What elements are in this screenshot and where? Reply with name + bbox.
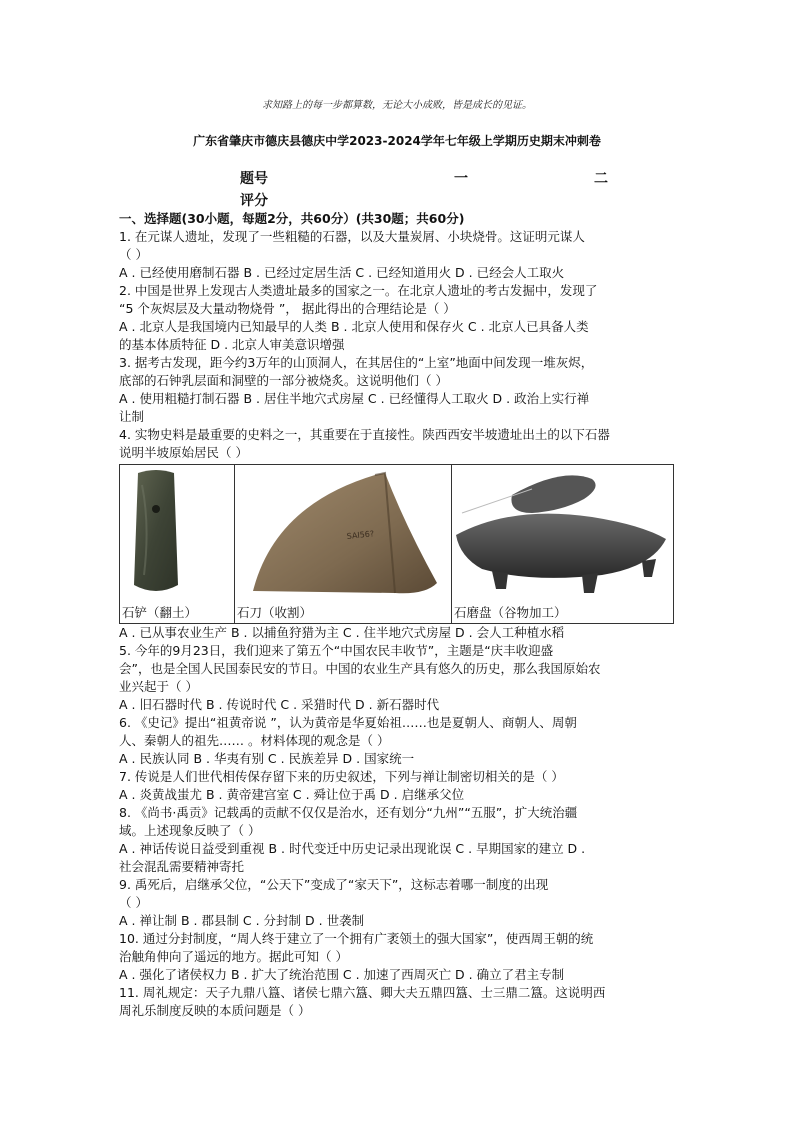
question-5-stem-cont: 会”，也是全国人民国泰民安的节日。中国的农业生产具有悠久的历史，那么我国原始农: [119, 661, 601, 676]
question-6-stem: 6. 《史记》提出“祖黄帝说 ”，认为黄帝是华夏始祖……也是夏朝人、商朝人、周朝: [119, 715, 577, 730]
question-9-stem-cont: （ ）: [119, 895, 148, 910]
blade-inscription: SAI56?: [346, 529, 375, 541]
question-11-stem: 11. 周礼规定：天子九鼎八簋、诸侯七鼎六簋、卿大夫五鼎四簋、士三鼎二簋。这说明西: [119, 985, 606, 1000]
question-2-stem: 2. 中国是世界上发现古人类遗址最多的国家之一。在北京人遗址的考古发掘中，发现了: [119, 283, 598, 298]
score-table-row-label: 评分: [240, 193, 268, 209]
question-5-stem: 5. 今年的9月23日，我们迎来了第五个“中国农民丰收节”，主题是“庆丰收迎盛: [119, 643, 554, 658]
exam-content: [119, 210, 675, 1020]
question-2-stem-cont: “5 个灰烬层及大量动物烧骨 ”， 据此得出的合理结论是（ ）: [119, 301, 456, 316]
stone-shovel-image: [120, 465, 234, 623]
question-7-options: A . 炎黄战蚩尤 B . 黄帝建宫室 C . 舜让位于禹 D . 启继承父位: [119, 787, 465, 802]
artifact-image-table: [119, 464, 674, 624]
question-8-stem-cont: 域。上述现象反映了（ ）: [119, 823, 261, 838]
question-4-stem: 4. 实物史料是最重要的史料之一，其重要在于直接性。陕西西安半坡遗址出土的以下石器: [119, 427, 610, 442]
grinding-stone-cell: [452, 465, 674, 624]
stone-shovel-cell: [120, 465, 235, 624]
question-1-stem: 1. 在元谋人遗址，发现了一些粗糙的石器，以及大量炭屑、小块烧骨。这证明元谋人: [119, 229, 585, 244]
question-10-stem-cont: 治触角伸向了遥远的地方。据此可知（ ）: [119, 949, 348, 964]
score-table-col-2: 二: [594, 171, 608, 187]
stone-knife-image: [235, 465, 451, 623]
question-4-options: A . 已从事农业生产 B . 以捕鱼狩猎为主 C . 住半地穴式房屋 D . 会人工种植水稻: [119, 625, 565, 640]
question-3-options: A . 使用粗糙打制石器 B . 居住半地穴式房屋 C . 已经懂得人工取火 D . 政治上实行禅: [119, 391, 590, 406]
question-8-options: A . 神话传说日益受到重视 B . 时代变迁中历史记录出现讹误 C . 早期国家的建立 D .: [119, 841, 586, 856]
question-8-options-cont: 社会混乱需要精神寄托: [119, 859, 245, 874]
grinding-stone-image: [452, 465, 672, 623]
grinding-stone-caption: 石磨盘（谷物加工）: [454, 605, 567, 620]
question-4-stem-cont: 说明半坡原始居民（ ）: [119, 445, 248, 460]
motto: 求知路上的每一步都算数，无论大小成败，皆是成长的见证。: [262, 100, 532, 111]
score-table-header-label: 题号: [240, 171, 268, 187]
page-title: 广东省肇庆市德庆县德庆中学2023-2024学年七年级上学期历史期末冲刺卷: [193, 134, 601, 148]
question-10-options: A . 强化了诸侯权力 B . 扩大了统治范围 C . 加速了西周灭亡 D . 确立了君主专制: [119, 967, 565, 982]
stone-knife-caption: 石刀（收割）: [237, 605, 313, 620]
question-2-options: A . 北京人是我国境内已知最早的人类 B . 北京人使用和保存火 C . 北京人已具备人类: [119, 319, 589, 334]
question-1-stem-cont: （ ）: [119, 247, 148, 262]
question-9-stem: 9. 禹死后，启继承父位，“公天下”变成了“家天下”，这标志着哪一制度的出现: [119, 877, 549, 892]
question-1-options: A . 已经使用磨制石器 B . 已经过定居生活 C . 已经知道用火 D . 已经会人工取火: [119, 265, 565, 280]
question-3-options-cont: 让制: [119, 409, 145, 424]
stone-shovel-caption: 石铲（翻土）: [122, 605, 198, 620]
question-8-stem: 8. 《尚书·禹贡》记载禹的贡献不仅仅是治水，还有划分“九州”“五服”，扩大统治疆: [119, 805, 578, 820]
section-heading: 一、选择题(30小题，每题2分，共60分）(共30题；共60分): [119, 211, 465, 226]
question-3-stem: 3. 据考古发现，距今约3万年的山顶洞人，在其居住的“上室”地面中间发现一堆灰烬，: [119, 355, 594, 370]
stone-knife-cell: [235, 465, 452, 624]
question-6-options: A . 民族认同 B . 华夷有别 C . 民族差异 D . 国家统一: [119, 751, 415, 766]
question-11-stem-cont: 周礼乐制度反映的本质问题是（ ）: [119, 1003, 311, 1018]
score-table-col-1: 一: [454, 171, 468, 187]
question-3-stem-cont: 底部的石钟乳层面和洞壁的一部分被烧炙。这说明他们（ ）: [119, 373, 448, 388]
question-5-stem-cont-2: 业兴起于（ ）: [119, 679, 198, 694]
question-7-stem: 7. 传说是人们世代相传保存留下来的历史叙述，下列与禅让制密切相关的是（ ）: [119, 769, 564, 784]
question-5-options: A . 旧石器时代 B . 传说时代 C . 采猎时代 D . 新石器时代: [119, 697, 440, 712]
question-6-stem-cont: 人、秦朝人的祖先…… 。材料体现的观念是（ ）: [119, 733, 390, 748]
question-2-options-cont: 的基本体质特征 D . 北京人审美意识增强: [119, 337, 345, 352]
question-9-options: A . 禅让制 B . 郡县制 C . 分封制 D . 世袭制: [119, 913, 365, 928]
question-10-stem: 10. 通过分封制度，“周人终于建立了一个拥有广袤领土的强大国家”，使西周王朝的统: [119, 931, 594, 946]
